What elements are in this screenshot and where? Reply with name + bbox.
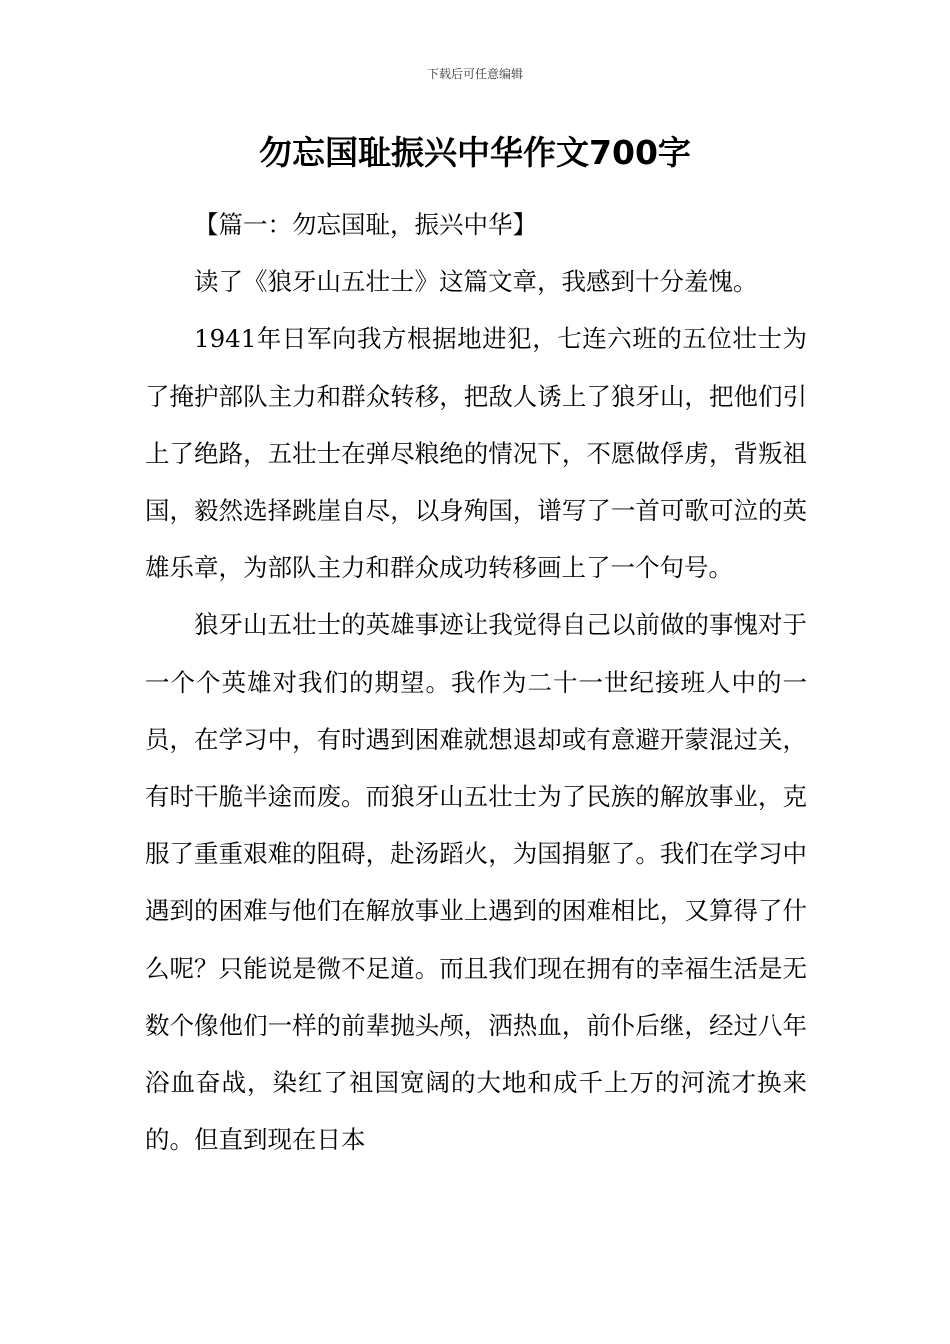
header-note: 下载后可任意编辑 bbox=[426, 67, 523, 81]
paragraph-story: 1941年日军向我方根据地进犯，七连六班的五位壮士为了掩护部队主力和群众转移，把敌人诱上了狼牙山，把他们引上了绝路，五壮士在弹尽粮绝的情况下，不愿做俘虏，背叛祖国，毅然选择跳崖自尽，以身殉国，谱写了一首可歌可泣的英雄乐章，为部队主力和群众成功转移画上了一个句号。 bbox=[145, 324, 807, 583]
section-heading: 【篇一：勿忘国耻，振兴中华】 bbox=[194, 210, 537, 239]
document-body bbox=[145, 196, 807, 1168]
page-title: 勿忘国耻振兴中华作文700字 bbox=[259, 133, 691, 172]
paragraph-reflection: 狼牙山五壮士的英雄事迹让我觉得自己以前做的事愧对于一个个英雄对我们的期望。我作为二十一世纪接班人中的一员，在学习中，有时遇到困难就想退却或有意避开蒙混过关，有时干脆半途而废。而狼牙山五壮士为了民族的解放事业，克服了重重艰难的阻碍，赴汤蹈火，为国捐躯了。我们在学习中遇到的困难与他们在解放事业上遇到的困难相比，又算得了什么呢？只能说是微不足道。而且我们现在拥有的幸福生活是无数个像他们一样的前辈抛头颅，洒热血，前仆后继，经过八年浴血奋战，染红了祖国宽阔的大地和成千上万的河流才换来的。但直到现在日本 bbox=[145, 610, 807, 1155]
paragraph-intro: 读了《狼牙山五壮士》这篇文章，我感到十分羞愧。 bbox=[194, 267, 758, 297]
